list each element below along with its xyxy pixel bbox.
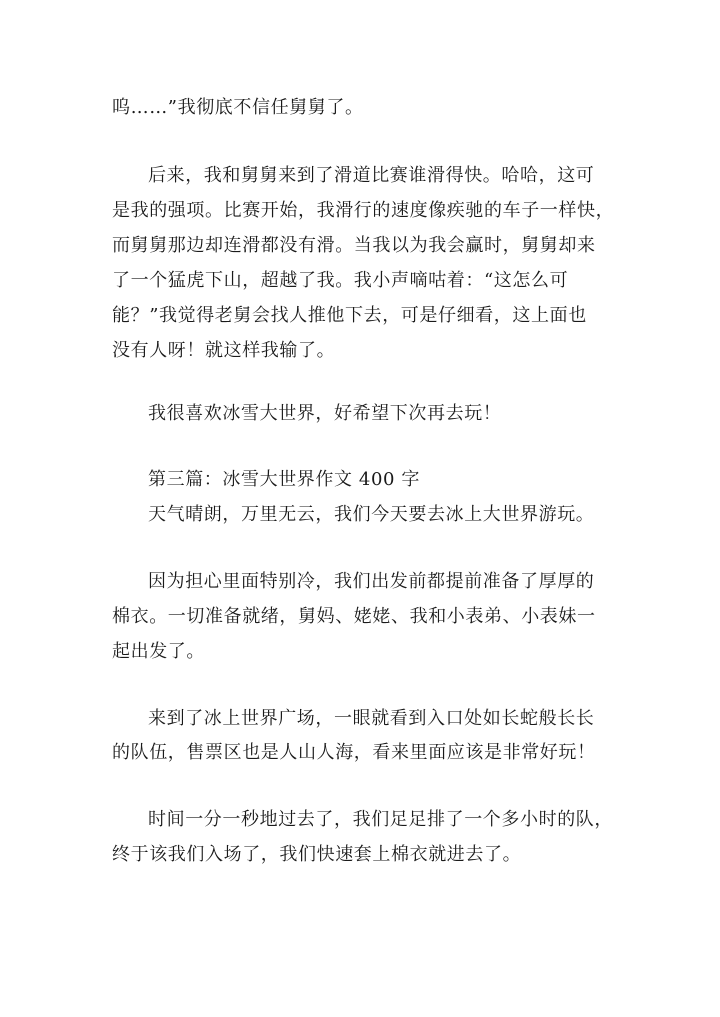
text-line: 了一个猛虎下山，超越了我。我小声嘀咕着：“这怎么可 (112, 270, 569, 291)
text-line: 能？”我觉得老舅会找人推他下去，可是仔细看，这上面也 (112, 305, 587, 326)
text-line: 的队伍，售票区也是人山人海，看来里面应该是非常好玩！ (112, 742, 596, 763)
text-line: 来到了冰上世界广场，一眼就看到入口处如长蛇般长长 (148, 708, 595, 729)
text-line: 后来，我和舅舅来到了滑道比赛谁滑得快。哈哈，这可 (148, 165, 595, 186)
text-line: 呜……”我彻底不信任舅舅了。 (112, 97, 364, 118)
text-line: 是我的强项。比赛开始，我滑行的速度像疾驰的车子一样快， (112, 200, 615, 221)
text-line: 棉衣。一切准备就绪，舅妈、姥姥、我和小表弟、小表妹一 (112, 606, 596, 627)
text-line: 因为担心里面特别冷，我们出发前都提前准备了厚厚的 (148, 571, 595, 592)
text-line: 时间一分一秒地过去了，我们足足排了一个多小时的队， (148, 809, 613, 830)
text-line: 没有人呀！就这样我输了。 (112, 340, 336, 361)
text-line: 起出发了。 (112, 641, 205, 662)
text-line: 而舅舅那边却连滑都没有滑。当我以为我会赢时，舅舅却来 (112, 235, 596, 256)
text-line: 终于该我们入场了，我们快速套上棉衣就进去了。 (112, 844, 522, 865)
text-line: 我很喜欢冰雪大世界，好希望下次再去玩！ (148, 403, 502, 424)
section-heading: 第三篇：冰雪大世界作文 400 字 (148, 469, 420, 490)
text-line: 天气晴朗，万里无云，我们今天要去冰上大世界游玩。 (148, 504, 595, 525)
